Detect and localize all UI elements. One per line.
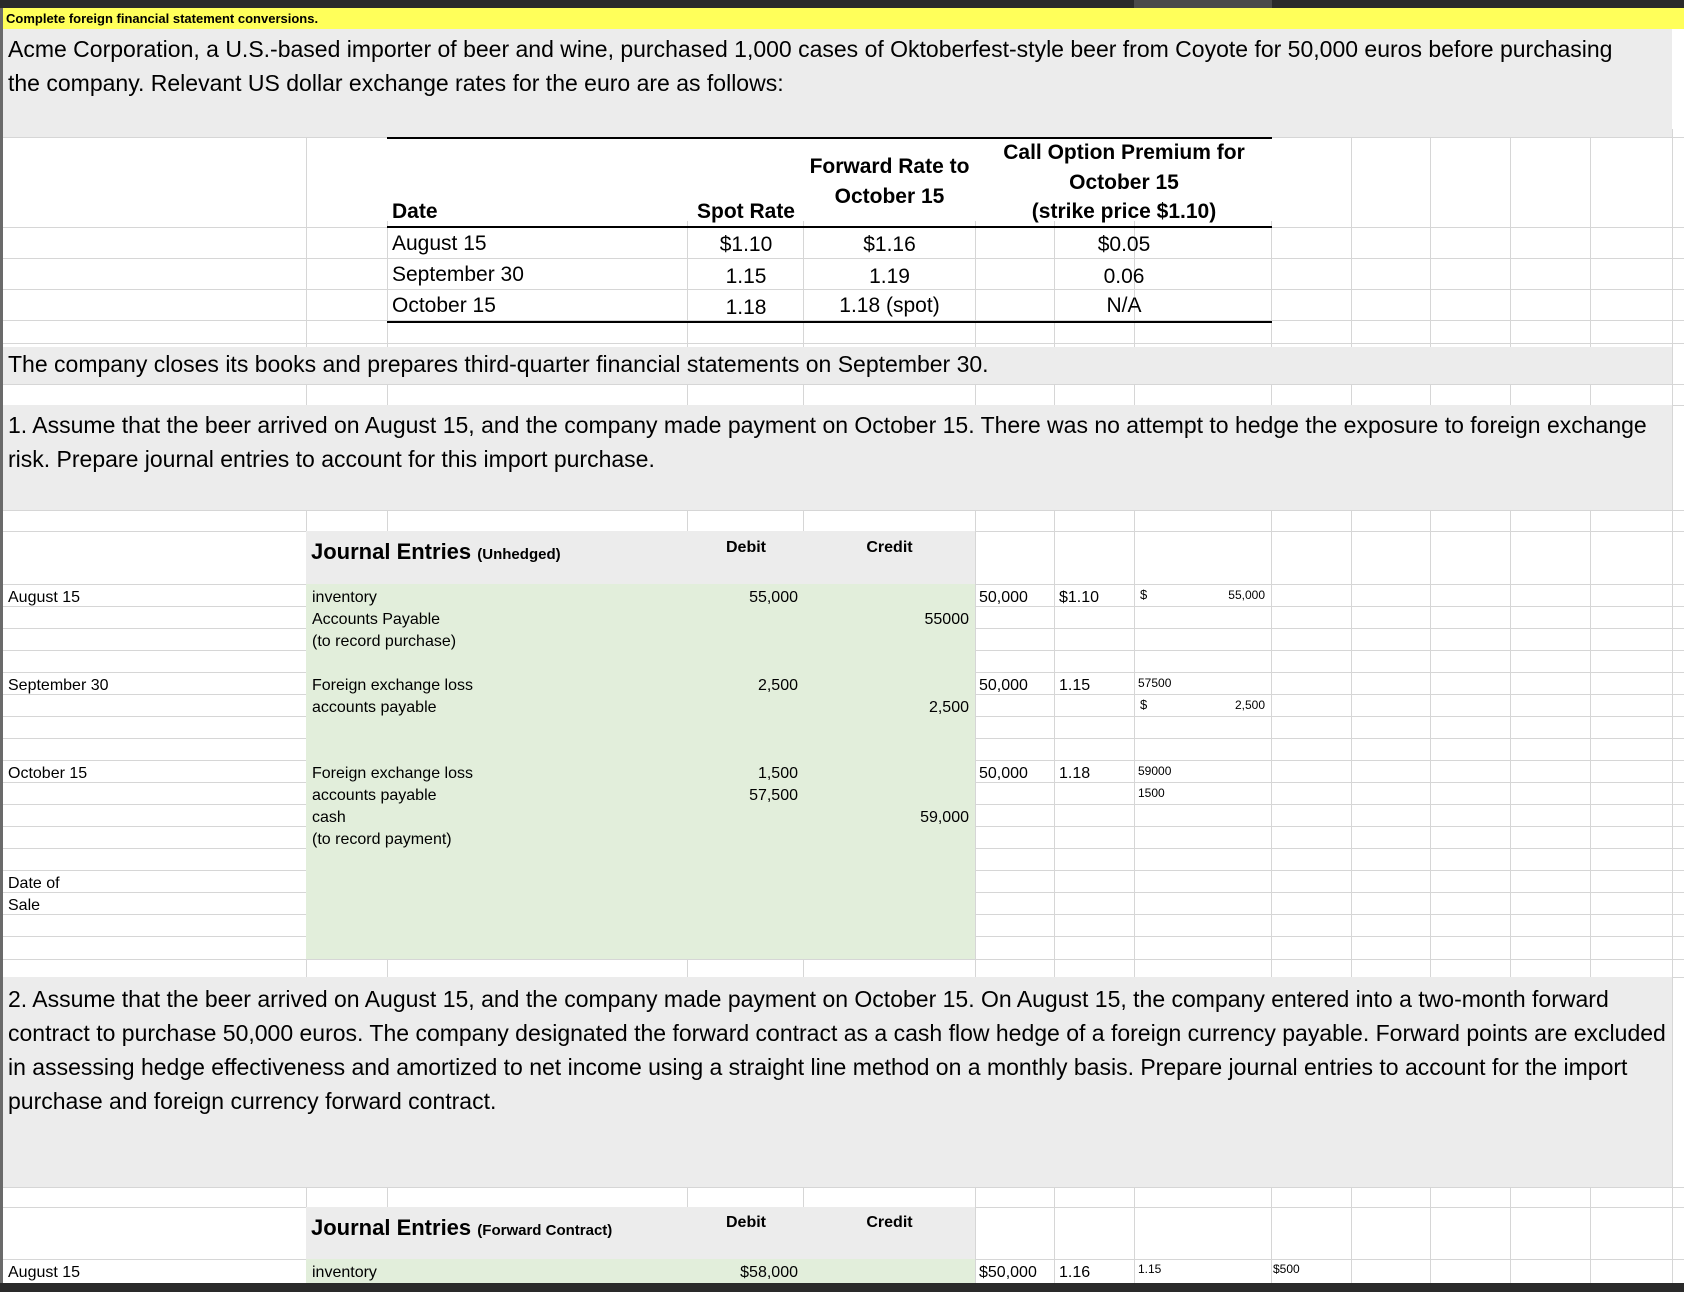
sheet-left-edge [0, 8, 3, 1283]
journal1-oct-date[interactable]: October 15 [8, 765, 88, 782]
rates-header-forward-line1[interactable]: Forward Rate to [809, 155, 970, 178]
sheet-heading[interactable]: Complete foreign financial statement conversions. [6, 11, 319, 26]
question2-text[interactable]: 2. Assume that the beer arrived on August 15, and the company made payment on October 15. On August 15, the company entered into a two-month forward contract to purchase 50,000 euros. The company designated the forward contract as a cash flow hedge of a foreign currency payable. Forward points are excluded in assessing hedge effectiveness and amortized to net income using a straight line method on a monthly basis. Prepare journal entries to account for the import purchase and foreign currency forward contract. [8, 986, 1666, 1114]
journal1-sale-date-line1[interactable]: Date of [8, 875, 60, 892]
journal2-title[interactable]: Journal Entries (Forward Contract) [311, 1215, 613, 1240]
rates-row-date[interactable]: October 15 [392, 294, 496, 317]
window-bottom-bar [0, 1283, 1684, 1292]
journal2-aug-date[interactable]: August 15 [8, 1264, 81, 1281]
journal1-oct-acct2[interactable]: accounts payable [312, 787, 437, 804]
journal1-oct-calc1[interactable]: 59000 [1138, 764, 1172, 778]
rates-header-forward-line2[interactable]: October 15 [834, 185, 945, 208]
rates-row-spot[interactable]: $1.10 [719, 233, 773, 256]
rates-row-spot[interactable]: 1.18 [725, 296, 767, 319]
journal1-sep-debit1[interactable]: 2,500 [757, 677, 798, 694]
journal1-sep-credit2[interactable]: 2,500 [928, 699, 969, 716]
journal1-oct-debit2[interactable]: 57,500 [749, 787, 798, 804]
rates-row-forward[interactable]: $1.16 [863, 233, 916, 256]
journal1-sep-acct2[interactable]: accounts payable [312, 699, 437, 716]
journal1-oct-acct4[interactable]: (to record payment) [312, 831, 452, 848]
window-top-bar [0, 0, 1684, 8]
rates-table-top-border [387, 137, 1272, 139]
journal1-sep-euros[interactable]: 50,000 [979, 677, 1028, 694]
journal1-sep-date[interactable]: September 30 [8, 677, 109, 694]
rates-row-option[interactable]: N/A [1106, 294, 1142, 317]
rates-table-bottom-border [387, 321, 1272, 323]
rates-header-option-line3[interactable]: (strike price $1.10) [1031, 200, 1217, 223]
journal2-aug-euros[interactable]: $50,000 [979, 1264, 1037, 1281]
journal1-oct-credit3[interactable]: 59,000 [920, 809, 969, 826]
journal1-sep-amount[interactable]: 2,500 [1234, 698, 1265, 712]
journal1-aug-acct3[interactable]: (to record purchase) [312, 633, 457, 650]
journal1-aug-date[interactable]: August 15 [8, 589, 81, 606]
rates-row-forward[interactable]: 1.18 (spot) [839, 294, 940, 317]
journal1-sep-calc1[interactable]: 57500 [1138, 676, 1172, 690]
rates-row-date[interactable]: September 30 [392, 263, 524, 286]
journal2-aug-rate[interactable]: 1.16 [1059, 1264, 1091, 1281]
journal1-aug-amount[interactable]: 55,000 [1228, 588, 1265, 602]
rates-row-forward[interactable]: 1.19 [869, 265, 910, 288]
journal1-sep-rate[interactable]: 1.15 [1059, 677, 1091, 694]
journal1-aug-euros[interactable]: 50,000 [979, 589, 1028, 606]
journal1-oct-acct3[interactable]: cash [312, 809, 346, 826]
journal1-oct-debit1[interactable]: 1,500 [757, 765, 798, 782]
journal1-aug-credit2[interactable]: 55000 [924, 611, 969, 628]
journal1-credit-header[interactable]: Credit [866, 539, 913, 556]
selected-column-indicator [1134, 0, 1272, 8]
journal1-sep-acct1[interactable]: Foreign exchange loss [312, 677, 473, 694]
question1-text[interactable]: 1. Assume that the beer arrived on August 15, and the company made payment on October 15. There was no attempt to hedge the exposure to foreign exchange risk. Prepare journal entries to account for this import purchase. [8, 412, 1647, 472]
rates-row-option[interactable]: $0.05 [1097, 233, 1151, 256]
rates-header-option-line1[interactable]: Call Option Premium for [1003, 141, 1245, 164]
journal1-aug-acct1[interactable]: inventory [312, 589, 377, 606]
rates-row-spot[interactable]: 1.15 [725, 265, 767, 288]
journal1-oct-calc2[interactable]: 1500 [1138, 786, 1165, 800]
rates-header-option-line2[interactable]: October 15 [1069, 171, 1179, 194]
journal2-debit-header[interactable]: Debit [726, 1214, 766, 1231]
journal2-aug-debit1[interactable]: $58,000 [740, 1264, 798, 1281]
journal1-oct-rate[interactable]: 1.18 [1059, 765, 1091, 782]
journal1-oct-acct1[interactable]: Foreign exchange loss [312, 765, 473, 782]
rates-header-date[interactable]: Date [392, 200, 438, 223]
rates-row-date[interactable]: August 15 [392, 232, 487, 255]
journal2-aug-amount[interactable]: $500 [1273, 1262, 1300, 1276]
journal2-aug-acct1[interactable]: inventory [312, 1264, 377, 1281]
rates-header-spot[interactable]: Spot Rate [696, 200, 795, 223]
journal1-aug-dollar-sign[interactable]: $ [1140, 587, 1148, 602]
closing-note[interactable]: The company closes its books and prepares third-quarter financial statements on September 30. [8, 351, 989, 377]
journal1-sale-date-line2[interactable]: Sale [8, 897, 41, 914]
rates-table-header-border [387, 226, 1272, 228]
intro-paragraph[interactable]: Acme Corporation, a U.S.-based importer of beer and wine, purchased 1,000 cases of Oktoberfest-style beer from Coyote for 50,000 euros before purchasing the company. Relevant US dollar exchange rates for the euro are as follows: [8, 36, 1613, 96]
journal1-title[interactable]: Journal Entries (Unhedged) [311, 539, 561, 564]
journal1-debit-header[interactable]: Debit [726, 539, 766, 556]
journal2-credit-header[interactable]: Credit [866, 1214, 913, 1231]
journal2-aug-calc1[interactable]: 1.15 [1138, 1262, 1162, 1276]
journal1-oct-euros[interactable]: 50,000 [979, 765, 1028, 782]
journal1-aug-acct2[interactable]: Accounts Payable [312, 611, 441, 628]
journal1-aug-debit1[interactable]: 55,000 [749, 589, 798, 606]
journal1-sep-dollar-sign[interactable]: $ [1140, 697, 1148, 712]
journal1-aug-rate[interactable]: $1.10 [1059, 589, 1100, 606]
rates-row-option[interactable]: 0.06 [1103, 265, 1145, 288]
